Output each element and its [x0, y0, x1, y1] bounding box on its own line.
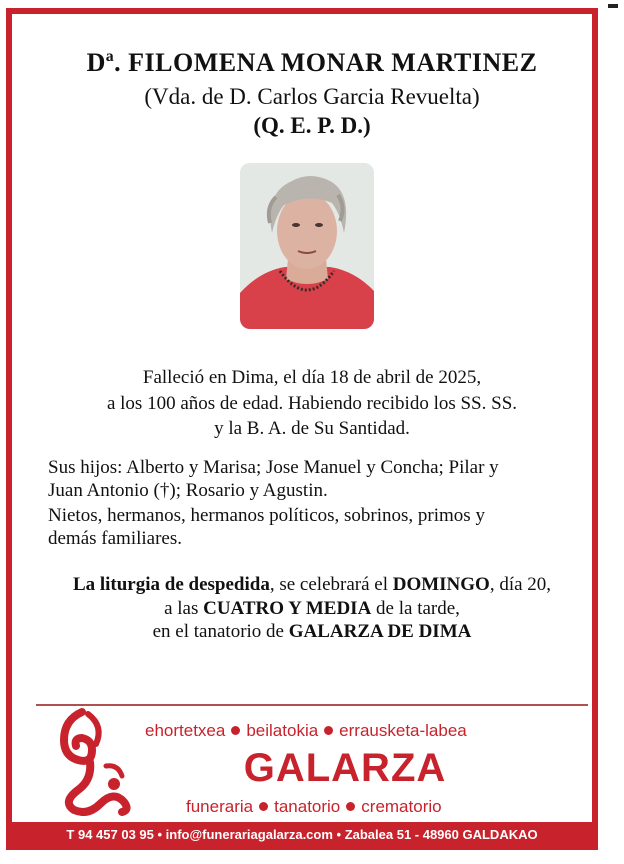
- corner-mark: [608, 4, 618, 8]
- service-cremation: errausketa-labea: [339, 721, 467, 740]
- ceremony-day: DOMINGO: [392, 574, 490, 595]
- bullet-icon: [259, 802, 268, 811]
- service-mortuary: tanatorio: [274, 797, 341, 816]
- family-line-3: Nietos, hermanos, hermanos políticos, sobrinos, primos y: [48, 505, 485, 526]
- services-spanish: [186, 797, 442, 817]
- ceremony-date: , día 20,: [489, 574, 552, 595]
- service-wake: beilatokia: [246, 721, 319, 740]
- portrait-photo: [240, 163, 374, 329]
- bullet-icon: [346, 802, 355, 811]
- ceremony-text-4: en el tanatorio de: [152, 621, 289, 642]
- brand-name: GALARZA: [243, 746, 447, 790]
- widow-of-line: (Vda. de D. Carlos Garcia Revuelta): [144, 84, 480, 109]
- service-crematorium: crematorio: [361, 797, 442, 816]
- family-line-1: Sus hijos: Alberto y Marisa; Jose Manuel y Concha; Pilar y: [48, 457, 499, 478]
- ceremony-time: CUATRO Y MEDIA: [203, 598, 372, 619]
- ceremony-text-3: de la tarde,: [371, 598, 460, 619]
- contact-footer: [6, 822, 598, 850]
- death-notice-line-3: y la B. A. de Su Santidad.: [214, 418, 410, 439]
- bullet-icon: [231, 726, 240, 735]
- ceremony-text-2: a las: [164, 598, 204, 619]
- services-basque: [145, 721, 467, 741]
- rip-line: (Q. E. P. D.): [253, 113, 371, 138]
- ceremony-text-1: , se celebrará el: [269, 574, 393, 595]
- death-notice-line-1: Falleció en Dima, el día 18 de abril de 2025,: [142, 367, 482, 388]
- deceased-name: Dª. FILOMENA MONAR MARTINEZ: [86, 48, 538, 77]
- contact-info: T 94 457 03 95 • info@funerariagalarza.com • Zabalea 51 - 48960 GALDAKAO: [66, 827, 538, 842]
- galarza-logo-icon: [52, 706, 134, 816]
- liturgy-label: La liturgia de despedida: [72, 574, 270, 595]
- family-line-4: demás familiares.: [48, 528, 183, 549]
- ceremony-line-3: [0, 621, 624, 643]
- service-burial: ehortetxea: [145, 721, 226, 740]
- bullet-icon: [324, 726, 333, 735]
- ceremony-line-1: [0, 574, 624, 596]
- family-line-2: Juan Antonio (†); Rosario y Agustin.: [48, 480, 328, 501]
- ceremony-location: GALARZA DE DIMA: [288, 621, 472, 642]
- service-funeral-home: funeraria: [186, 797, 254, 816]
- ceremony-line-2: [0, 598, 624, 620]
- death-notice-line-2: a los 100 años de edad. Habiendo recibido los SS. SS.: [106, 393, 518, 414]
